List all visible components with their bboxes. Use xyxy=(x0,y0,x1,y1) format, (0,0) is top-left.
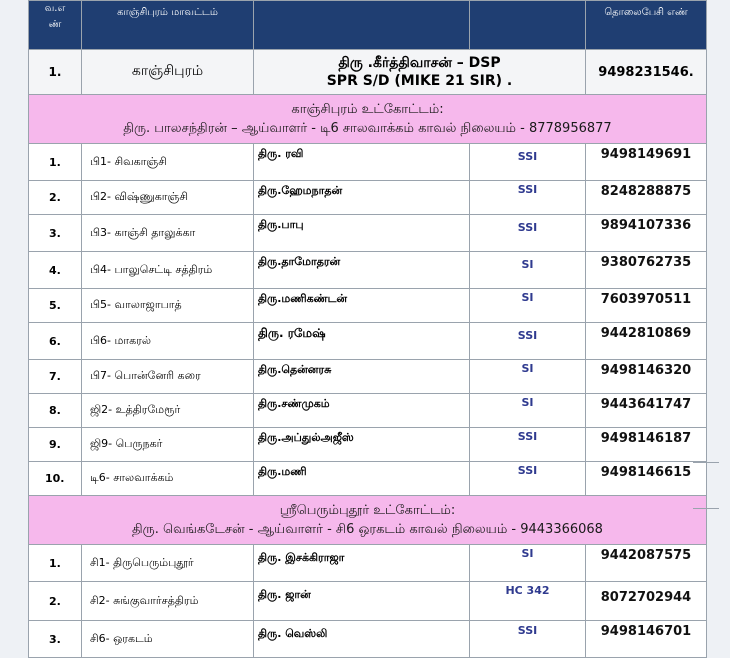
row-serial: 8. xyxy=(29,394,82,428)
row-serial: 6. xyxy=(29,323,82,360)
row-officer-name: திரு. இசக்கிராஜா xyxy=(254,545,470,582)
row-station: பி1- சிவகாஞ்சி xyxy=(82,144,254,181)
row-station: ஜி9- பெருநகர் xyxy=(82,428,254,462)
row-officer-name: திரு.ஹேமநாதன் xyxy=(254,181,470,215)
subdivision-1-text xyxy=(29,95,707,144)
subdivision-2-rows xyxy=(29,545,707,658)
row-officer-name: திரு.அப்துல்அஜீஸ் xyxy=(254,428,470,462)
row-phone: 7603970511 xyxy=(586,289,707,323)
row-officer-name: திரு.தென்னரசு xyxy=(254,360,470,394)
row-serial: 2. xyxy=(29,582,82,621)
row-officer-name: திரு.பாபு xyxy=(254,215,470,252)
table-row xyxy=(29,582,707,621)
row-rank: SSI xyxy=(470,215,586,252)
row-rank: SI xyxy=(470,545,586,582)
row-station: பி2- விஷ்ணுகாஞ்சி xyxy=(82,181,254,215)
row-officer-name: திரு. ரவி xyxy=(254,144,470,181)
row-station: பி6- மாகரல் xyxy=(82,323,254,360)
table-row xyxy=(29,394,707,428)
row-phone: 9498146320 xyxy=(586,360,707,394)
row-serial: 3. xyxy=(29,215,82,252)
row-station: டி6- சாலவாக்கம் xyxy=(82,462,254,496)
row-phone: 9498149691 xyxy=(586,144,707,181)
row-serial: 1. xyxy=(29,144,82,181)
contact-table xyxy=(28,0,707,658)
table-edge-line-1 xyxy=(693,462,719,463)
row-station: சி2- சுங்குவார்சத்திரம் xyxy=(82,582,254,621)
row-rank: HC 342 xyxy=(470,582,586,621)
dsp-serial: 1. xyxy=(29,50,82,95)
dsp-station: காஞ்சிபுரம் xyxy=(82,50,254,95)
subdivision-2-title: ஸ்ரீபெரும்புதூர் உட்கோட்டம்: xyxy=(279,503,456,518)
row-serial: 1. xyxy=(29,545,82,582)
row-phone: 9380762735 xyxy=(586,252,707,289)
header-phone: தொலைபேசி எண் xyxy=(586,1,707,50)
row-phone: 8072702944 xyxy=(586,582,707,621)
row-officer-name: திரு.மணி xyxy=(254,462,470,496)
row-rank: SSI xyxy=(470,428,586,462)
table-row xyxy=(29,144,707,181)
row-rank: SI xyxy=(470,394,586,428)
dsp-phone: 9498231546. xyxy=(586,50,707,95)
row-phone: 9498146701 xyxy=(586,621,707,658)
table-row xyxy=(29,462,707,496)
header-rank xyxy=(470,1,586,50)
row-officer-name: திரு. ஜான் xyxy=(254,582,470,621)
row-station: பி4- பாலுசெட்டி சத்திரம் xyxy=(82,252,254,289)
table-row xyxy=(29,323,707,360)
row-serial: 10. xyxy=(29,462,82,496)
row-rank: SI xyxy=(470,289,586,323)
row-officer-name: திரு. வெஸ்லி xyxy=(254,621,470,658)
row-phone: 9443641747 xyxy=(586,394,707,428)
row-officer-name: திரு. ரமேஷ் xyxy=(254,323,470,360)
row-serial: 7. xyxy=(29,360,82,394)
row-serial: 9. xyxy=(29,428,82,462)
row-phone: 9442087575 xyxy=(586,545,707,582)
table-row xyxy=(29,428,707,462)
dsp-name-line2: SPR S/D (MIKE 21 SIR) . xyxy=(326,73,513,89)
row-rank: SSI xyxy=(470,323,586,360)
table-row xyxy=(29,621,707,658)
row-rank: SSI xyxy=(470,462,586,496)
dsp-row xyxy=(29,50,707,95)
row-serial: 5. xyxy=(29,289,82,323)
row-serial: 4. xyxy=(29,252,82,289)
row-phone: 8248288875 xyxy=(586,181,707,215)
table-row xyxy=(29,215,707,252)
row-officer-name: திரு.தாமோதரன் xyxy=(254,252,470,289)
row-rank: SSI xyxy=(470,144,586,181)
row-station: பி3- காஞ்சி தாலுக்கா xyxy=(82,215,254,252)
row-rank: SSI xyxy=(470,181,586,215)
row-officer-name: திரு.சண்முகம் xyxy=(254,394,470,428)
header-serial: வ.எ ண் xyxy=(29,1,82,50)
table-row xyxy=(29,360,707,394)
subdivision-1-rows xyxy=(29,144,707,496)
table-row xyxy=(29,252,707,289)
row-station: சி1- திருபெரும்புதூர் xyxy=(82,545,254,582)
subdivision-1-detail: திரு. பாலசந்திரன் – ஆய்வாளர் - டி6 சாலவாக்கம் காவல் நிலையம் - 8778956877 xyxy=(123,121,612,136)
subdivision-1-title: காஞ்சிபுரம் உட்கோட்டம்: xyxy=(291,102,444,117)
table-header-row xyxy=(29,1,707,50)
table-row xyxy=(29,289,707,323)
row-rank: SI xyxy=(470,360,586,394)
row-phone: 9442810869 xyxy=(586,323,707,360)
subdivision-banner-1 xyxy=(29,95,707,144)
row-serial: 2. xyxy=(29,181,82,215)
row-officer-name: திரு.மணிகண்டன் xyxy=(254,289,470,323)
row-station: சி6- ஒரகடம் xyxy=(82,621,254,658)
dsp-name xyxy=(254,50,586,95)
subdivision-banner-2 xyxy=(29,496,707,545)
table-row xyxy=(29,181,707,215)
row-phone: 9498146615 xyxy=(586,462,707,496)
table-row xyxy=(29,545,707,582)
subdivision-2-text xyxy=(29,496,707,545)
table-edge-line-2 xyxy=(693,508,719,509)
row-serial: 3. xyxy=(29,621,82,658)
row-phone: 9498146187 xyxy=(586,428,707,462)
subdivision-2-detail: திரு. வெங்கடேசன் - ஆய்வாளர் - சி6 ஒரகடம் காவல் நிலையம் - 9443366068 xyxy=(132,522,603,537)
row-phone: 9894107336 xyxy=(586,215,707,252)
row-station: பி5- வாலாஜாபாத் xyxy=(82,289,254,323)
officer-contact-sheet xyxy=(28,0,693,658)
header-name xyxy=(254,1,470,50)
header-district: காஞ்சிபுரம் மாவட்டம் xyxy=(82,1,254,50)
row-station: ஜி2- உத்திரமேரூர் xyxy=(82,394,254,428)
row-station: பி7- பொன்னேரி கரை xyxy=(82,360,254,394)
dsp-name-line1: திரு .கீர்த்திவாசன் – DSP xyxy=(338,55,501,71)
row-rank: SI xyxy=(470,252,586,289)
row-rank: SSI xyxy=(470,621,586,658)
